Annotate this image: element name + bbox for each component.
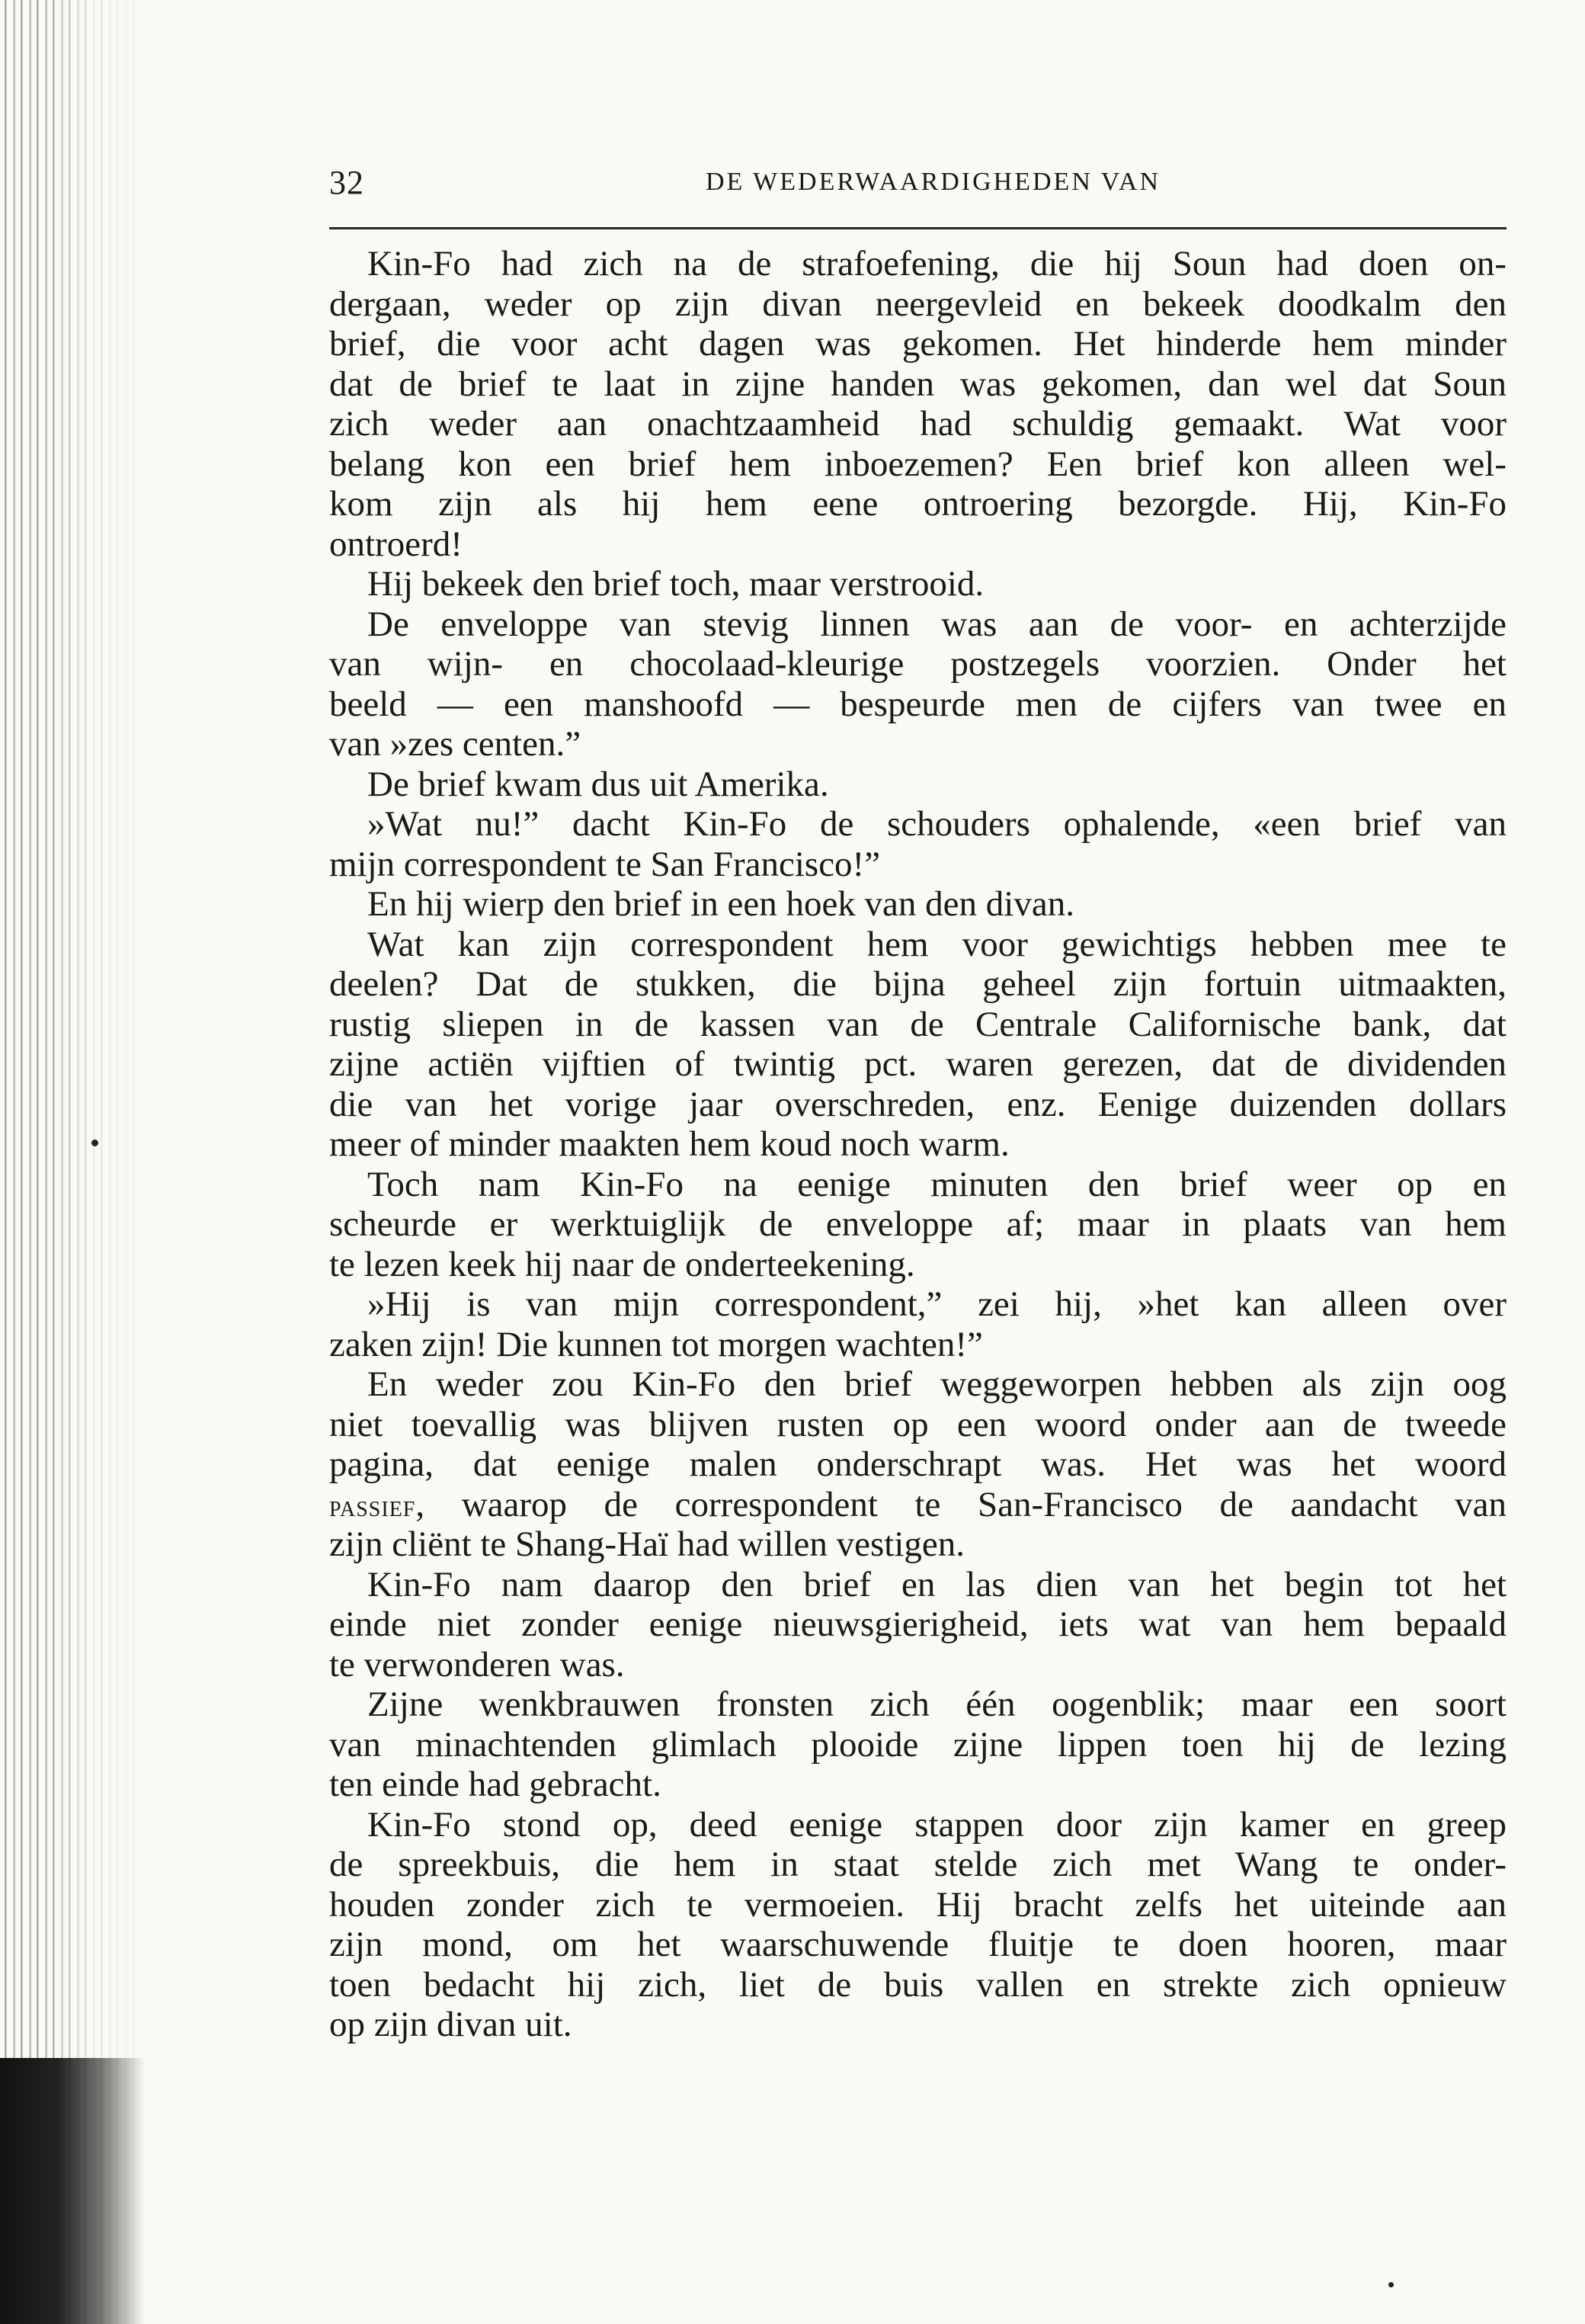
page-header bbox=[329, 163, 1507, 209]
text-line: dergaan, weder op zijn divan neergevleid en bekeek doodkalm den bbox=[329, 284, 1507, 324]
text-line: ontroerd! bbox=[329, 524, 463, 564]
text-line-smallcaps bbox=[329, 1485, 1507, 1525]
text-line: te verwonderen was. bbox=[329, 1644, 625, 1684]
text-line: van wijn- en chocolaad-kleurige postzegels voorzien. Onder het bbox=[329, 644, 1507, 684]
text-line: rustig sliepen in de kassen van de Centrale Californische bank, dat bbox=[329, 1004, 1507, 1044]
text-line: brief, die voor acht dagen was gekomen. Het hinderde hem minder bbox=[329, 324, 1507, 364]
smallcaps-word: passief bbox=[329, 1488, 416, 1523]
page-number: 32 bbox=[329, 164, 364, 201]
text-line: En hij wierp den brief in een hoek van den divan. bbox=[367, 884, 1074, 924]
text-line: niet toevallig was blijven rusten op een woord onder aan de tweede bbox=[329, 1404, 1507, 1444]
running-head: DE WEDERWAARDIGHEDEN VAN bbox=[705, 168, 1161, 196]
text-line: deelen? Dat de stukken, die bijna geheel zijn fortuin uitmaakten, bbox=[329, 964, 1507, 1004]
text-line: En weder zou Kin-Fo den brief weggeworpen hebben als zijn oog bbox=[367, 1364, 1507, 1404]
text-line: einde niet zonder eenige nieuwsgierigheid, iets wat van hem bepaald bbox=[329, 1604, 1507, 1644]
line-remainder: , waarop de correspondent te San-Francisco de aandacht van bbox=[415, 1484, 1507, 1524]
text-line: zich weder aan onachtzaamheid had schuldig gemaakt. Wat voor bbox=[329, 404, 1507, 444]
text-line: zaken zijn! Die kunnen tot morgen wachten!” bbox=[329, 1324, 983, 1364]
text-line: van minachtenden glimlach plooide zijne lippen toen hij de lezing bbox=[329, 1724, 1507, 1765]
text-line: meer of minder maakten hem koud noch warm. bbox=[329, 1124, 1010, 1164]
text-line: beeld — een manshoofd — bespeurde men de cijfers van twee en bbox=[329, 684, 1507, 724]
text-line: De enveloppe van stevig linnen was aan de voor- en achterzijde bbox=[367, 604, 1507, 644]
text-line: ten einde had gebracht. bbox=[329, 1765, 661, 1804]
text-line: »Wat nu!” dacht Kin-Fo de schouders ophalende, «een brief van bbox=[367, 804, 1507, 844]
text-line: houden zonder zich te vermoeien. Hij bracht zelfs het uiteinde aan bbox=[329, 1884, 1507, 1925]
text-line: zijn cliënt te Shang-Haï had willen vestigen. bbox=[329, 1524, 965, 1564]
body-text bbox=[329, 244, 1507, 2045]
text-line: zijn mond, om het waarschuwende fluitje te doen hooren, maar bbox=[329, 1925, 1507, 1964]
text-line: Kin-Fo stond op, deed eenige stappen door zijn kamer en greep bbox=[367, 1804, 1507, 1845]
ink-speck bbox=[91, 1140, 98, 1146]
text-line: Hij bekeek den brief toch, maar verstrooid. bbox=[367, 564, 985, 604]
text-line: pagina, dat eenige malen onderschrapt was. Het was het woord bbox=[329, 1444, 1507, 1484]
text-line: die van het vorige jaar overschreden, enz. Eenige duizenden dollars bbox=[329, 1084, 1507, 1124]
text-line: zijne actiën vijftien of twintig pct. waren gerezen, dat de dividenden bbox=[329, 1044, 1507, 1084]
text-line: Kin-Fo had zich na de strafoefening, die hij Soun had doen on- bbox=[367, 244, 1507, 284]
binding-edge-dark bbox=[0, 2058, 145, 2324]
binding-edge-shadow bbox=[0, 0, 152, 2324]
header-rule bbox=[329, 227, 1507, 229]
ink-speck bbox=[1388, 2282, 1394, 2287]
text-line: mijn correspondent te San Francisco!” bbox=[329, 844, 881, 884]
text-line: De brief kwam dus uit Amerika. bbox=[367, 764, 829, 804]
text-line: belang kon een brief hem inboezemen? Een brief kon alleen wel- bbox=[329, 444, 1507, 484]
text-line: de spreekbuis, die hem in staat stelde zich met Wang te onder- bbox=[329, 1845, 1507, 1884]
text-line: dat de brief te laat in zijne handen was gekomen, dan wel dat Soun bbox=[329, 364, 1507, 404]
text-line: Toch nam Kin-Fo na eenige minuten den brief weer op en bbox=[367, 1164, 1507, 1204]
text-line: kom zijn als hij hem eene ontroering bezorgde. Hij, Kin-Fo bbox=[329, 484, 1507, 524]
text-line: op zijn divan uit. bbox=[329, 2005, 572, 2044]
text-line: Zijne wenkbrauwen fronsten zich één oogenblik; maar een soort bbox=[367, 1684, 1507, 1724]
text-line: scheurde er werktuiglijk de enveloppe af; maar in plaats van hem bbox=[329, 1204, 1507, 1244]
text-line: van »zes centen.” bbox=[329, 724, 581, 764]
text-line: toen bedacht hij zich, liet de buis vallen en strekte zich opnieuw bbox=[329, 1964, 1507, 2005]
text-line: te lezen keek hij naar de onderteekening. bbox=[329, 1244, 915, 1284]
text-line: Kin-Fo nam daarop den brief en las dien van het begin tot het bbox=[367, 1564, 1507, 1604]
text-line: Wat kan zijn correspondent hem voor gewichtigs hebben mee te bbox=[367, 924, 1507, 964]
text-line: »Hij is van mijn correspondent,” zei hij, »het kan alleen over bbox=[367, 1284, 1507, 1324]
